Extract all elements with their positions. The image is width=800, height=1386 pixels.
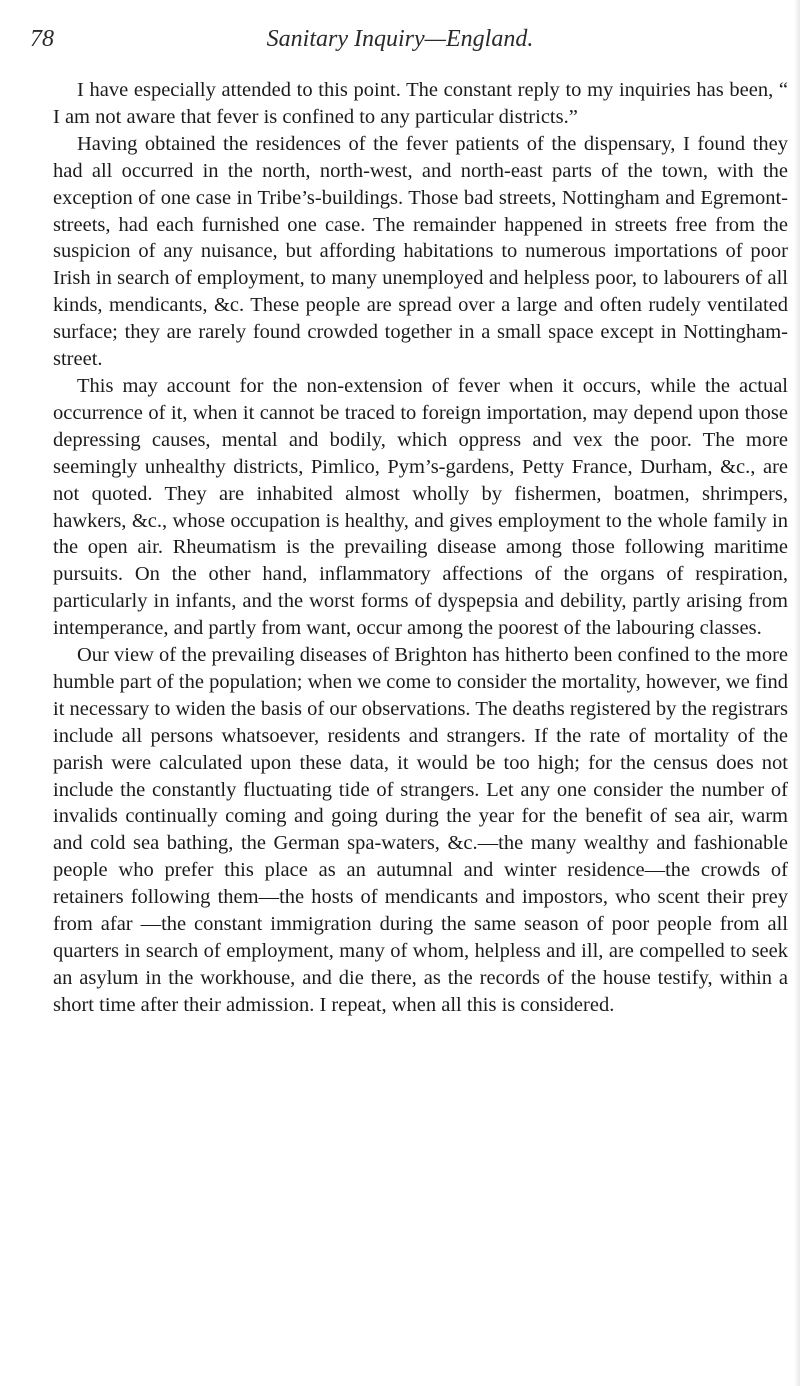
paragraph-3: This may account for the non-extension of fever when it occurs, while the actual occurrence of it, when it cannot be traced to foreign importation, may depend upon those depressing causes, mental and bodily, which oppress and vex the poor. The more seemingly unhealthy districts, Pimlico, Pym’s-gardens, Petty France, Durham, &c., are not quoted. They are inhabited almost wholly by fishermen, boatmen, shrimpers, hawkers, &c., whose occupation is healthy, and gives employment to the whole family in the open air. Rheumatism is the prevailing disease among those following maritime pursuits. On the other hand, inflammatory affections of the organs of respiration, particularly in infants, and the worst forms of dyspepsia and debility, partly arising from intemperance, and partly from want, occur among the poorest of the labouring classes. [53, 374, 788, 640]
running-title: Sanitary Inquiry—England. [266, 26, 534, 52]
page-header [0, 24, 800, 60]
paragraph-2: Having obtained the residences of the fever patients of the dispensary, I found they had all occurred in the north, north-west, and north-east parts of the town, with the exception of one case in Tribe’s-buildings. Those bad streets, Nottingham and Egremont-streets, had each furnished one case. The remainder happened in streets free from the suspicion of any nuisance, but affording habitations to numerous importations of poor Irish in search of employment, to many unemployed and helpless poor, to labourers of all kinds, mendicants, &c. These people are spread over a large and often rudely ventilated surface; they are rarely found crowded together in a small space except in Nottingham-street. [53, 132, 788, 371]
paragraph-1: I have especially attended to this point. The constant reply to my inquiries has been, “ I am not aware that fever is confined to any particular districts.” [53, 79, 788, 128]
page-edge-shadow [794, 0, 800, 1386]
page-number: 78 [30, 26, 54, 52]
page-body [53, 77, 788, 1019]
paragraph-4: Our view of the prevailing diseases of Brighton has hitherto been confined to the more humble part of the population; when we come to consider the mortality, however, we find it necessary to widen the basis of our observations. The deaths registered by the registrars include all persons whatsoever, residents and strangers. If the rate of mortality of the parish were calculated upon these data, it would be too high; for the census does not include the constantly fluctuating tide of strangers. Let any one consider the number of invalids continually coming and going during the year for the benefit of sea air, warm and cold sea bathing, the German spa-waters, &c.—the many wealthy and fashionable people who prefer this place as an autumnal and winter residence—the crowds of retainers following them—the hosts of mendicants and impostors, who scent their prey from afar —the constant immigration during the same season of poor people from all quarters in search of employment, many of whom, helpless and ill, are compelled to seek an asylum in the workhouse, and die there, as the records of the house testify, within a short time after their admission. I repeat, when all this is considered. [53, 644, 788, 1016]
